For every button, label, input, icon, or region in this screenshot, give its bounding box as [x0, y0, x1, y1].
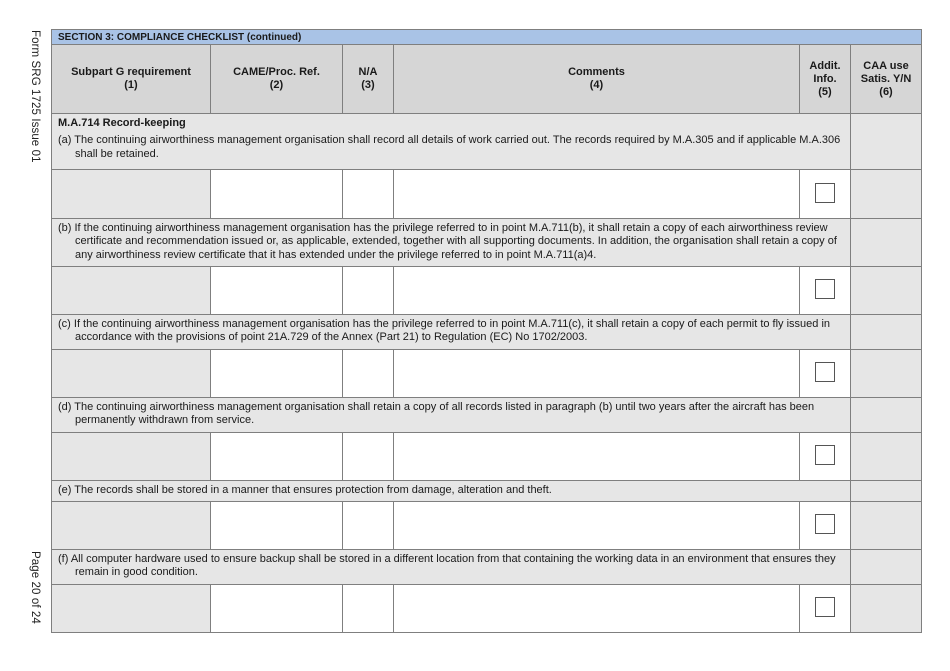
caa-use-cell-f [851, 550, 922, 585]
came-ref-input-c[interactable] [211, 350, 343, 398]
caa-use-input-f [851, 585, 922, 633]
requirement-text-c: (c) If the continuing airworthiness management organisation has the privilege referred to in point M.A.711(c), it shall retain a copy of each permit to fly issued in accordance with the provisions of point 21A.729 of the Annex (Part 21) to Regulation (EC) No 1702/2003. [58, 318, 831, 344]
col-header-came-ref: CAME/Proc. Ref. (2) [211, 45, 343, 114]
col-header-caa-use: CAA use Satis. Y/N (6) [851, 45, 922, 114]
requirement-text-b: (b) If the continuing airworthiness management organisation has the privilege referred to in point M.A.711(b), it shall retain a copy of each airworthiness review certificate and recommendation issued or, as applicable, extended, together with all supporting documents. In addition, the organisation shall retain a copy of any airworthiness review certificate that it has extended under the privilege referred to in point M.A.711(a)4. [58, 222, 837, 261]
response-row-d [52, 433, 922, 481]
comments-input-d[interactable] [394, 433, 800, 481]
section-title: SECTION 3: COMPLIANCE CHECKLIST (continued) [52, 30, 922, 45]
caa-use-cell-d [851, 398, 922, 433]
requirement-text-d: (d) The continuing airworthiness management organisation shall retain a copy of all records listed in paragraph (b) until two years after the aircraft has been permanently withdrawn from service. [58, 401, 815, 427]
na-input-a[interactable] [343, 170, 394, 219]
came-ref-input-b[interactable] [211, 267, 343, 315]
addit-info-checkbox-c[interactable] [815, 362, 835, 382]
requirement-text-e: (e) The records shall be stored in a manner that ensures protection from damage, alteration and theft. [58, 484, 552, 496]
response-row-c [52, 350, 922, 398]
addit-info-checkbox-a[interactable] [815, 183, 835, 203]
caa-use-input-c [851, 350, 922, 398]
caa-use-input-e [851, 502, 922, 550]
came-ref-input-e[interactable] [211, 502, 343, 550]
col-header-comments: Comments (4) [394, 45, 800, 114]
requirement-row-c [52, 315, 922, 350]
requirement-row-b [52, 219, 922, 267]
comments-input-e[interactable] [394, 502, 800, 550]
col-header-addit-info: Addit. Info. (5) [800, 45, 851, 114]
page-number-label: Page 20 of 24 [29, 551, 41, 624]
response-row-a [52, 170, 922, 219]
requirement-row-a [52, 114, 922, 170]
caa-use-cell-a [851, 114, 922, 170]
comments-input-f[interactable] [394, 585, 800, 633]
subpart-heading: M.A.714 Record-keeping [58, 117, 186, 129]
requirement-row-d [52, 398, 922, 433]
came-ref-input-a[interactable] [211, 170, 343, 219]
response-row-e [52, 502, 922, 550]
requirement-text-f: (f) All computer hardware used to ensure backup shall be stored in a different location from that containing the working data in an environment that ensures they remain in good condition. [58, 553, 836, 579]
came-ref-input-d[interactable] [211, 433, 343, 481]
addit-info-checkbox-e[interactable] [815, 514, 835, 534]
caa-use-cell-e [851, 481, 922, 502]
compliance-checklist-table [51, 29, 922, 633]
came-ref-input-f[interactable] [211, 585, 343, 633]
form-number-label: Form SRG 1725 Issue 01 [29, 30, 41, 163]
na-input-f[interactable] [343, 585, 394, 633]
col-header-na: N/A (3) [343, 45, 394, 114]
na-input-d[interactable] [343, 433, 394, 481]
na-input-b[interactable] [343, 267, 394, 315]
response-row-b [52, 267, 922, 315]
comments-input-c[interactable] [394, 350, 800, 398]
caa-use-input-d [851, 433, 922, 481]
caa-use-cell-c [851, 315, 922, 350]
caa-use-input-b [851, 267, 922, 315]
na-input-c[interactable] [343, 350, 394, 398]
requirement-row-e [52, 481, 922, 502]
column-header-row [52, 45, 922, 114]
requirement-text-a: (a) The continuing airworthiness management organisation shall record all details of work carried out. The records required by M.A.305 and if applicable M.A.306 shall be retained. [58, 134, 841, 160]
na-input-e[interactable] [343, 502, 394, 550]
comments-input-a[interactable] [394, 170, 800, 219]
caa-use-input-a [851, 170, 922, 219]
addit-info-checkbox-b[interactable] [815, 279, 835, 299]
comments-input-b[interactable] [394, 267, 800, 315]
requirement-row-f [52, 550, 922, 585]
caa-use-cell-b [851, 219, 922, 267]
response-row-f [52, 585, 922, 633]
col-header-requirement: Subpart G requirement (1) [52, 45, 211, 114]
addit-info-checkbox-d[interactable] [815, 445, 835, 465]
addit-info-checkbox-f[interactable] [815, 597, 835, 617]
